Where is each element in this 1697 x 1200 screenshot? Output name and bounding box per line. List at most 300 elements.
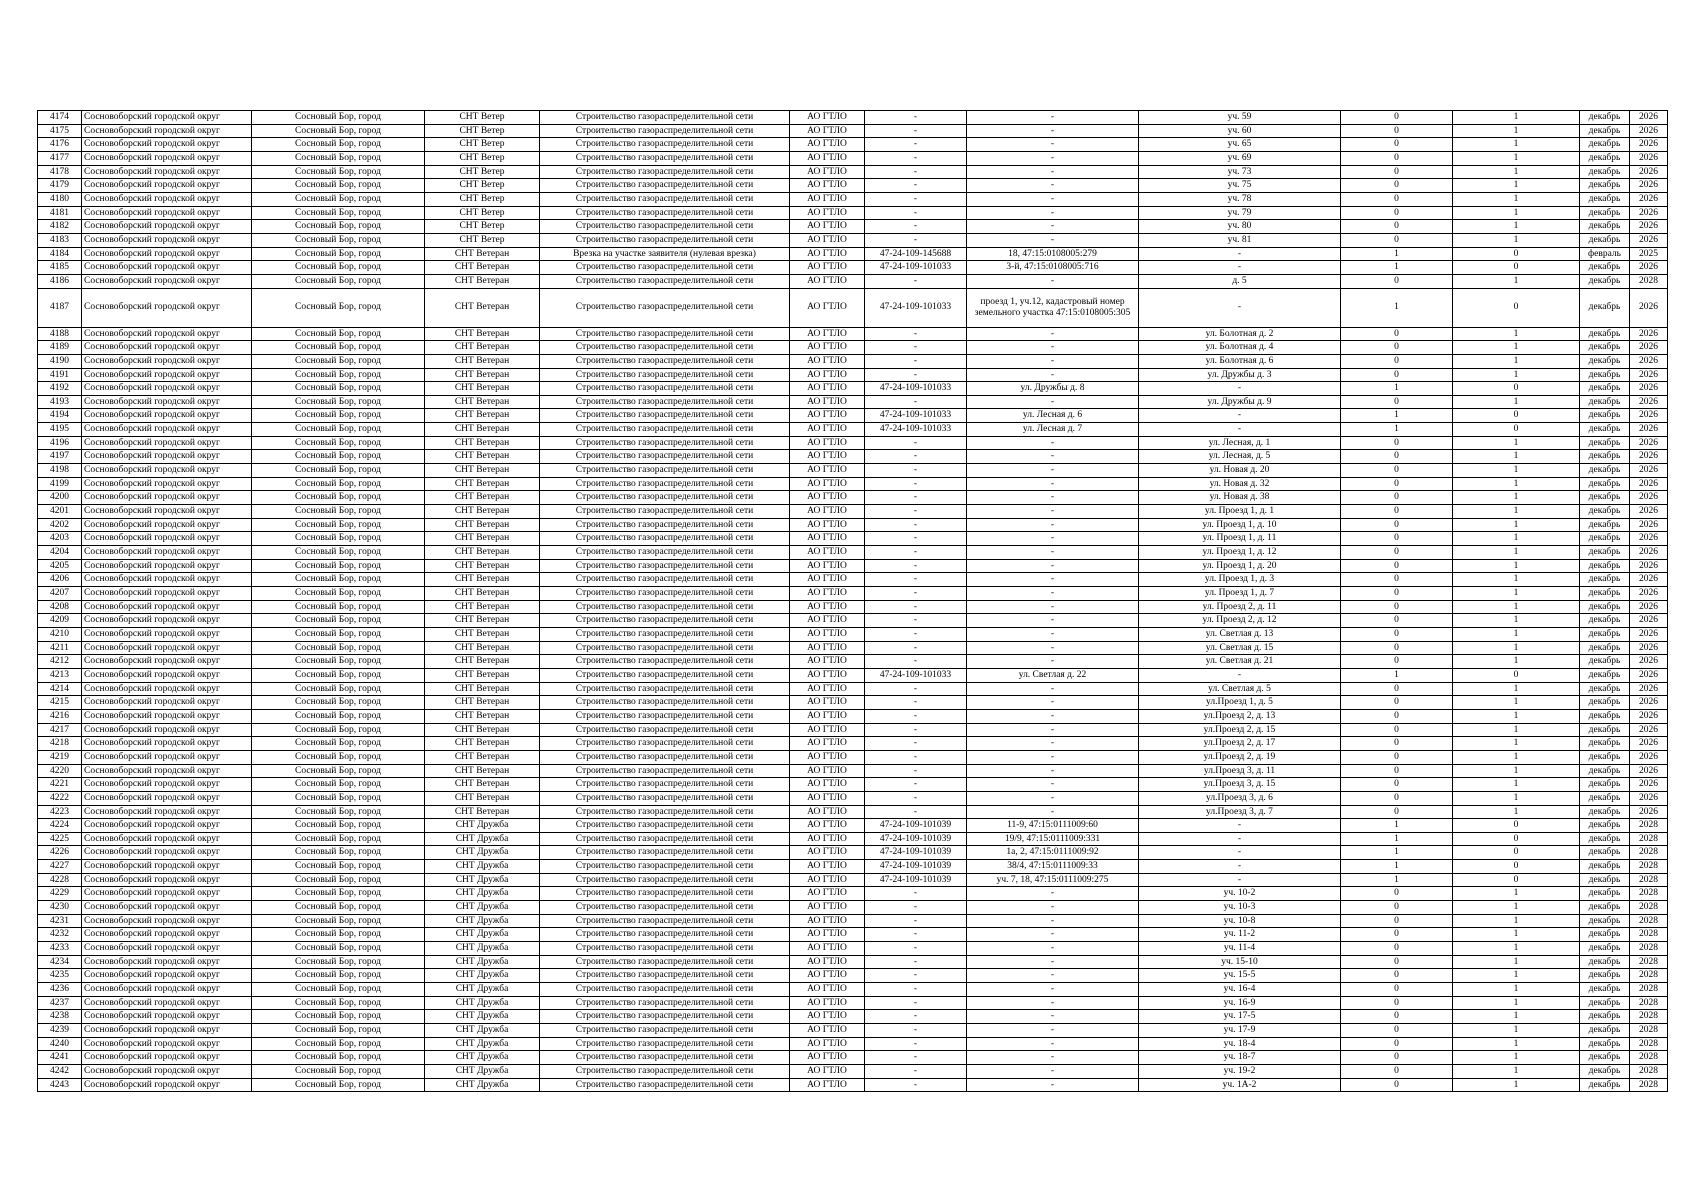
- cell-flag-b: 1: [1453, 1010, 1580, 1024]
- cell-settlement: Сосновый Бор, город: [252, 423, 425, 437]
- cell-flag-a: 1: [1341, 423, 1453, 437]
- cell-row-number: 4221: [38, 778, 82, 792]
- cell-application-number: -: [865, 887, 967, 901]
- cell-month: декабрь: [1580, 505, 1630, 519]
- cell-plot-number: -: [1139, 409, 1341, 423]
- cell-month: декабрь: [1580, 261, 1630, 275]
- cell-row-number: 4217: [38, 723, 82, 737]
- cell-plot-number: ул.Проезд 3, д. 7: [1139, 805, 1341, 819]
- cell-work-type: Строительство газораспределительной сети: [540, 928, 790, 942]
- cell-month: декабрь: [1580, 124, 1630, 138]
- cell-month: декабрь: [1580, 668, 1630, 682]
- cell-flag-a: 0: [1341, 573, 1453, 587]
- cell-address-cadastral: -: [967, 655, 1139, 669]
- cell-flag-a: 1: [1341, 860, 1453, 874]
- cell-district: Сосновоборский городской округ: [82, 969, 252, 983]
- cell-flag-b: 1: [1453, 546, 1580, 560]
- cell-organization: АО ГТЛО: [790, 901, 865, 915]
- cell-flag-a: 0: [1341, 682, 1453, 696]
- cell-work-type: Строительство газораспределительной сети: [540, 327, 790, 341]
- cell-flag-a: 0: [1341, 192, 1453, 206]
- cell-flag-a: 0: [1341, 737, 1453, 751]
- table-row: [38, 151, 1668, 165]
- cell-year: 2026: [1630, 111, 1668, 125]
- cell-row-number: 4238: [38, 1010, 82, 1024]
- cell-flag-a: 0: [1341, 914, 1453, 928]
- cell-district: Сосновоборский городской округ: [82, 261, 252, 275]
- cell-application-number: -: [865, 1064, 967, 1078]
- cell-application-number: -: [865, 587, 967, 601]
- cell-flag-a: 0: [1341, 887, 1453, 901]
- cell-district: Сосновоборский городской округ: [82, 288, 252, 327]
- cell-address-cadastral: -: [967, 491, 1139, 505]
- cell-settlement: Сосновый Бор, город: [252, 327, 425, 341]
- cell-organization: АО ГТЛО: [790, 983, 865, 997]
- cell-application-number: -: [865, 914, 967, 928]
- cell-address-cadastral: -: [967, 573, 1139, 587]
- cell-application-number: -: [865, 220, 967, 234]
- cell-work-type: Строительство газораспределительной сети: [540, 220, 790, 234]
- cell-address-cadastral: -: [967, 737, 1139, 751]
- cell-district: Сосновоборский городской округ: [82, 1078, 252, 1092]
- cell-settlement: Сосновый Бор, город: [252, 928, 425, 942]
- cell-work-type: Строительство газораспределительной сети: [540, 532, 790, 546]
- cell-application-number: 47-24-109-101033: [865, 261, 967, 275]
- cell-flag-b: 1: [1453, 723, 1580, 737]
- cell-plot-number: уч. 17-9: [1139, 1024, 1341, 1038]
- cell-address-cadastral: -: [967, 354, 1139, 368]
- cell-district: Сосновоборский городской округ: [82, 1010, 252, 1024]
- cell-flag-a: 0: [1341, 627, 1453, 641]
- cell-district: Сосновоборский городской округ: [82, 1051, 252, 1065]
- cell-settlement: Сосновый Бор, город: [252, 409, 425, 423]
- cell-settlement: Сосновый Бор, город: [252, 1064, 425, 1078]
- cell-work-type: Строительство газораспределительной сети: [540, 805, 790, 819]
- cell-month: декабрь: [1580, 382, 1630, 396]
- cell-organization: АО ГТЛО: [790, 764, 865, 778]
- cell-snt-name: СНТ Ветер: [425, 179, 540, 193]
- cell-organization: АО ГТЛО: [790, 996, 865, 1010]
- cell-snt-name: СНТ Ветеран: [425, 261, 540, 275]
- cell-month: декабрь: [1580, 832, 1630, 846]
- cell-organization: АО ГТЛО: [790, 668, 865, 682]
- cell-district: Сосновоборский городской округ: [82, 491, 252, 505]
- cell-year: 2028: [1630, 873, 1668, 887]
- cell-month: декабрь: [1580, 491, 1630, 505]
- cell-row-number: 4220: [38, 764, 82, 778]
- cell-work-type: Строительство газораспределительной сети: [540, 368, 790, 382]
- cell-month: декабрь: [1580, 436, 1630, 450]
- cell-work-type: Строительство газораспределительной сети: [540, 505, 790, 519]
- cell-year: 2026: [1630, 288, 1668, 327]
- cell-organization: АО ГТЛО: [790, 914, 865, 928]
- cell-flag-b: 1: [1453, 505, 1580, 519]
- cell-district: Сосновоборский городской округ: [82, 341, 252, 355]
- cell-plot-number: -: [1139, 860, 1341, 874]
- table-row: [38, 942, 1668, 956]
- cell-flag-a: 0: [1341, 124, 1453, 138]
- cell-district: Сосновоборский городской округ: [82, 220, 252, 234]
- cell-organization: АО ГТЛО: [790, 1024, 865, 1038]
- cell-flag-a: 0: [1341, 709, 1453, 723]
- cell-month: декабрь: [1580, 220, 1630, 234]
- cell-flag-a: 0: [1341, 655, 1453, 669]
- cell-plot-number: уч. 11-2: [1139, 928, 1341, 942]
- table-row: [38, 983, 1668, 997]
- cell-district: Сосновоборский городской округ: [82, 901, 252, 915]
- cell-snt-name: СНТ Дружба: [425, 942, 540, 956]
- cell-organization: АО ГТЛО: [790, 709, 865, 723]
- cell-work-type: Строительство газораспределительной сети: [540, 341, 790, 355]
- cell-organization: АО ГТЛО: [790, 450, 865, 464]
- cell-application-number: -: [865, 791, 967, 805]
- cell-year: 2028: [1630, 1051, 1668, 1065]
- cell-month: февраль: [1580, 247, 1630, 261]
- cell-flag-a: 1: [1341, 819, 1453, 833]
- cell-flag-a: 0: [1341, 179, 1453, 193]
- cell-row-number: 4219: [38, 750, 82, 764]
- cell-plot-number: -: [1139, 247, 1341, 261]
- cell-work-type: Строительство газораспределительной сети: [540, 709, 790, 723]
- cell-row-number: 4242: [38, 1064, 82, 1078]
- cell-settlement: Сосновый Бор, город: [252, 709, 425, 723]
- cell-snt-name: СНТ Ветеран: [425, 518, 540, 532]
- cell-address-cadastral: -: [967, 600, 1139, 614]
- cell-snt-name: СНТ Дружба: [425, 1037, 540, 1051]
- cell-year: 2026: [1630, 138, 1668, 152]
- cell-flag-a: 0: [1341, 111, 1453, 125]
- table-row: [38, 996, 1668, 1010]
- cell-address-cadastral: -: [967, 969, 1139, 983]
- cell-row-number: 4196: [38, 436, 82, 450]
- cell-work-type: Строительство газораспределительной сети: [540, 1024, 790, 1038]
- cell-application-number: -: [865, 165, 967, 179]
- cell-application-number: -: [865, 1051, 967, 1065]
- cell-month: декабрь: [1580, 791, 1630, 805]
- cell-district: Сосновоборский городской округ: [82, 914, 252, 928]
- cell-month: декабрь: [1580, 477, 1630, 491]
- table-row: [38, 832, 1668, 846]
- cell-application-number: -: [865, 274, 967, 288]
- cell-month: декабрь: [1580, 778, 1630, 792]
- cell-row-number: 4178: [38, 165, 82, 179]
- cell-year: 2026: [1630, 368, 1668, 382]
- table-row: [38, 573, 1668, 587]
- cell-month: декабрь: [1580, 873, 1630, 887]
- gas-network-table: [37, 110, 1668, 1092]
- cell-address-cadastral: 1а, 2, 47:15:0111009:92: [967, 846, 1139, 860]
- cell-flag-b: 1: [1453, 1024, 1580, 1038]
- cell-work-type: Строительство газораспределительной сети: [540, 233, 790, 247]
- cell-settlement: Сосновый Бор, город: [252, 220, 425, 234]
- cell-plot-number: -: [1139, 423, 1341, 437]
- cell-flag-a: 0: [1341, 1037, 1453, 1051]
- cell-row-number: 4223: [38, 805, 82, 819]
- cell-settlement: Сосновый Бор, город: [252, 138, 425, 152]
- table-row: [38, 327, 1668, 341]
- cell-year: 2026: [1630, 382, 1668, 396]
- cell-settlement: Сосновый Бор, город: [252, 641, 425, 655]
- cell-organization: АО ГТЛО: [790, 737, 865, 751]
- cell-flag-b: 1: [1453, 627, 1580, 641]
- cell-plot-number: ул. Проезд 1, д. 20: [1139, 559, 1341, 573]
- cell-snt-name: СНТ Дружба: [425, 846, 540, 860]
- cell-flag-b: 1: [1453, 682, 1580, 696]
- cell-year: 2028: [1630, 1024, 1668, 1038]
- cell-settlement: Сосновый Бор, город: [252, 846, 425, 860]
- cell-snt-name: СНТ Дружба: [425, 955, 540, 969]
- table-row: [38, 368, 1668, 382]
- cell-year: 2026: [1630, 627, 1668, 641]
- cell-year: 2026: [1630, 682, 1668, 696]
- cell-address-cadastral: -: [967, 1037, 1139, 1051]
- cell-flag-a: 0: [1341, 464, 1453, 478]
- cell-work-type: Врезка на участке заявителя (нулевая врезка): [540, 247, 790, 261]
- cell-organization: АО ГТЛО: [790, 327, 865, 341]
- cell-snt-name: СНТ Ветеран: [425, 655, 540, 669]
- cell-year: 2028: [1630, 832, 1668, 846]
- cell-month: декабрь: [1580, 179, 1630, 193]
- cell-plot-number: ул.Проезд 3, д. 11: [1139, 764, 1341, 778]
- cell-work-type: Строительство газораспределительной сети: [540, 860, 790, 874]
- cell-month: декабрь: [1580, 546, 1630, 560]
- cell-address-cadastral: -: [967, 1010, 1139, 1024]
- cell-row-number: 4186: [38, 274, 82, 288]
- cell-application-number: -: [865, 450, 967, 464]
- cell-year: 2028: [1630, 860, 1668, 874]
- cell-plot-number: уч. 16-4: [1139, 983, 1341, 997]
- cell-organization: АО ГТЛО: [790, 559, 865, 573]
- cell-flag-b: 0: [1453, 382, 1580, 396]
- cell-plot-number: уч. 81: [1139, 233, 1341, 247]
- cell-application-number: 47-24-109-101033: [865, 668, 967, 682]
- cell-year: 2026: [1630, 192, 1668, 206]
- cell-address-cadastral: 3-й, 47:15:0108005:716: [967, 261, 1139, 275]
- cell-plot-number: уч. 69: [1139, 151, 1341, 165]
- cell-work-type: Строительство газораспределительной сети: [540, 1051, 790, 1065]
- cell-row-number: 4194: [38, 409, 82, 423]
- cell-organization: АО ГТЛО: [790, 887, 865, 901]
- cell-flag-b: 0: [1453, 873, 1580, 887]
- cell-flag-b: 1: [1453, 696, 1580, 710]
- cell-flag-a: 1: [1341, 832, 1453, 846]
- cell-flag-b: 1: [1453, 1064, 1580, 1078]
- cell-district: Сосновоборский городской округ: [82, 723, 252, 737]
- cell-row-number: 4239: [38, 1024, 82, 1038]
- cell-address-cadastral: ул. Лесная д. 7: [967, 423, 1139, 437]
- table-row: [38, 274, 1668, 288]
- cell-address-cadastral: 11-9, 47:15:0111009:60: [967, 819, 1139, 833]
- cell-plot-number: уч. 17-5: [1139, 1010, 1341, 1024]
- cell-settlement: Сосновый Бор, город: [252, 192, 425, 206]
- cell-application-number: -: [865, 368, 967, 382]
- cell-application-number: -: [865, 696, 967, 710]
- cell-application-number: -: [865, 206, 967, 220]
- cell-address-cadastral: -: [967, 1051, 1139, 1065]
- cell-district: Сосновоборский городской округ: [82, 450, 252, 464]
- cell-flag-b: 1: [1453, 805, 1580, 819]
- cell-year: 2028: [1630, 1010, 1668, 1024]
- cell-plot-number: уч. 10-8: [1139, 914, 1341, 928]
- cell-month: декабрь: [1580, 192, 1630, 206]
- cell-address-cadastral: -: [967, 627, 1139, 641]
- cell-district: Сосновоборский городской округ: [82, 873, 252, 887]
- cell-plot-number: ул.Проезд 3, д. 15: [1139, 778, 1341, 792]
- cell-settlement: Сосновый Бор, город: [252, 354, 425, 368]
- cell-row-number: 4237: [38, 996, 82, 1010]
- cell-plot-number: ул. Проезд 1, д. 12: [1139, 546, 1341, 560]
- cell-district: Сосновоборский городской округ: [82, 709, 252, 723]
- cell-month: декабрь: [1580, 327, 1630, 341]
- cell-settlement: Сосновый Бор, город: [252, 901, 425, 915]
- cell-row-number: 4195: [38, 423, 82, 437]
- cell-row-number: 4213: [38, 668, 82, 682]
- cell-plot-number: ул. Новая д. 38: [1139, 491, 1341, 505]
- cell-organization: АО ГТЛО: [790, 928, 865, 942]
- cell-month: декабрь: [1580, 655, 1630, 669]
- cell-row-number: 4208: [38, 600, 82, 614]
- cell-snt-name: СНТ Ветеран: [425, 791, 540, 805]
- cell-plot-number: -: [1139, 382, 1341, 396]
- cell-work-type: Строительство газораспределительной сети: [540, 887, 790, 901]
- cell-row-number: 4189: [38, 341, 82, 355]
- cell-settlement: Сосновый Бор, город: [252, 288, 425, 327]
- cell-snt-name: СНТ Ветеран: [425, 696, 540, 710]
- cell-snt-name: СНТ Ветеран: [425, 464, 540, 478]
- cell-year: 2028: [1630, 983, 1668, 997]
- table-row: [38, 1051, 1668, 1065]
- table-row: [38, 491, 1668, 505]
- table-row: [38, 887, 1668, 901]
- cell-flag-b: 1: [1453, 477, 1580, 491]
- cell-snt-name: СНТ Ветеран: [425, 641, 540, 655]
- cell-address-cadastral: -: [967, 996, 1139, 1010]
- cell-row-number: 4197: [38, 450, 82, 464]
- cell-plot-number: уч. 75: [1139, 179, 1341, 193]
- cell-district: Сосновоборский городской округ: [82, 274, 252, 288]
- cell-settlement: Сосновый Бор, город: [252, 1051, 425, 1065]
- cell-year: 2026: [1630, 559, 1668, 573]
- cell-row-number: 4226: [38, 846, 82, 860]
- cell-plot-number: уч. 18-7: [1139, 1051, 1341, 1065]
- cell-plot-number: ул.Проезд 2, д. 13: [1139, 709, 1341, 723]
- cell-flag-b: 1: [1453, 395, 1580, 409]
- cell-district: Сосновоборский городской округ: [82, 1024, 252, 1038]
- cell-row-number: 4222: [38, 791, 82, 805]
- cell-organization: АО ГТЛО: [790, 573, 865, 587]
- cell-work-type: Строительство газораспределительной сети: [540, 983, 790, 997]
- cell-district: Сосновоборский городской округ: [82, 179, 252, 193]
- cell-work-type: Строительство газораспределительной сети: [540, 138, 790, 152]
- cell-flag-b: 1: [1453, 614, 1580, 628]
- cell-plot-number: ул. Светлая д. 21: [1139, 655, 1341, 669]
- cell-year: 2028: [1630, 887, 1668, 901]
- cell-application-number: -: [865, 491, 967, 505]
- cell-application-number: -: [865, 600, 967, 614]
- cell-year: 2026: [1630, 764, 1668, 778]
- cell-row-number: 4215: [38, 696, 82, 710]
- cell-snt-name: СНТ Дружба: [425, 996, 540, 1010]
- cell-row-number: 4175: [38, 124, 82, 138]
- cell-snt-name: СНТ Ветеран: [425, 327, 540, 341]
- cell-district: Сосновоборский городской округ: [82, 477, 252, 491]
- cell-work-type: Строительство газораспределительной сети: [540, 1010, 790, 1024]
- table-row: [38, 532, 1668, 546]
- cell-snt-name: СНТ Ветер: [425, 220, 540, 234]
- cell-flag-b: 1: [1453, 764, 1580, 778]
- cell-district: Сосновоборский городской округ: [82, 996, 252, 1010]
- cell-settlement: Сосновый Бор, город: [252, 1024, 425, 1038]
- cell-row-number: 4209: [38, 614, 82, 628]
- cell-flag-a: 0: [1341, 928, 1453, 942]
- table-row: [38, 914, 1668, 928]
- cell-application-number: 47-24-109-101039: [865, 832, 967, 846]
- cell-organization: АО ГТЛО: [790, 627, 865, 641]
- cell-flag-b: 1: [1453, 233, 1580, 247]
- cell-flag-b: 1: [1453, 151, 1580, 165]
- cell-flag-b: 0: [1453, 860, 1580, 874]
- cell-year: 2026: [1630, 261, 1668, 275]
- cell-organization: АО ГТЛО: [790, 382, 865, 396]
- cell-flag-b: 1: [1453, 737, 1580, 751]
- cell-flag-b: 1: [1453, 573, 1580, 587]
- cell-district: Сосновоборский городской округ: [82, 641, 252, 655]
- cell-address-cadastral: ул. Лесная д. 6: [967, 409, 1139, 423]
- table-row: [38, 288, 1668, 327]
- cell-flag-a: 0: [1341, 151, 1453, 165]
- cell-application-number: -: [865, 901, 967, 915]
- cell-application-number: 47-24-109-101033: [865, 288, 967, 327]
- cell-organization: АО ГТЛО: [790, 395, 865, 409]
- cell-month: декабрь: [1580, 354, 1630, 368]
- cell-flag-a: 0: [1341, 341, 1453, 355]
- cell-settlement: Сосновый Бор, город: [252, 887, 425, 901]
- cell-work-type: Строительство газораспределительной сети: [540, 559, 790, 573]
- cell-flag-b: 1: [1453, 942, 1580, 956]
- cell-organization: АО ГТЛО: [790, 518, 865, 532]
- cell-year: 2026: [1630, 546, 1668, 560]
- cell-snt-name: СНТ Ветеран: [425, 423, 540, 437]
- cell-work-type: Строительство газораспределительной сети: [540, 791, 790, 805]
- cell-plot-number: уч. 79: [1139, 206, 1341, 220]
- cell-flag-b: 1: [1453, 901, 1580, 915]
- cell-row-number: 4184: [38, 247, 82, 261]
- cell-settlement: Сосновый Бор, город: [252, 587, 425, 601]
- cell-snt-name: СНТ Ветеран: [425, 668, 540, 682]
- cell-address-cadastral: 18, 47:15:0108005:279: [967, 247, 1139, 261]
- cell-plot-number: уч. 78: [1139, 192, 1341, 206]
- cell-plot-number: -: [1139, 288, 1341, 327]
- cell-snt-name: СНТ Ветеран: [425, 587, 540, 601]
- cell-settlement: Сосновый Бор, город: [252, 559, 425, 573]
- cell-snt-name: СНТ Ветеран: [425, 368, 540, 382]
- table-body: [38, 111, 1668, 1092]
- cell-year: 2026: [1630, 778, 1668, 792]
- cell-plot-number: ул. Проезд 2, д. 11: [1139, 600, 1341, 614]
- cell-work-type: Строительство газораспределительной сети: [540, 682, 790, 696]
- cell-application-number: -: [865, 179, 967, 193]
- cell-flag-a: 1: [1341, 247, 1453, 261]
- cell-address-cadastral: -: [967, 1078, 1139, 1092]
- cell-snt-name: СНТ Дружба: [425, 1024, 540, 1038]
- cell-flag-a: 1: [1341, 288, 1453, 327]
- cell-address-cadastral: 38/4, 47:15:0111009:33: [967, 860, 1139, 874]
- cell-snt-name: СНТ Ветеран: [425, 778, 540, 792]
- cell-address-cadastral: -: [967, 165, 1139, 179]
- cell-flag-b: 1: [1453, 436, 1580, 450]
- gas-network-table-page: [37, 110, 1667, 1092]
- cell-district: Сосновоборский городской округ: [82, 124, 252, 138]
